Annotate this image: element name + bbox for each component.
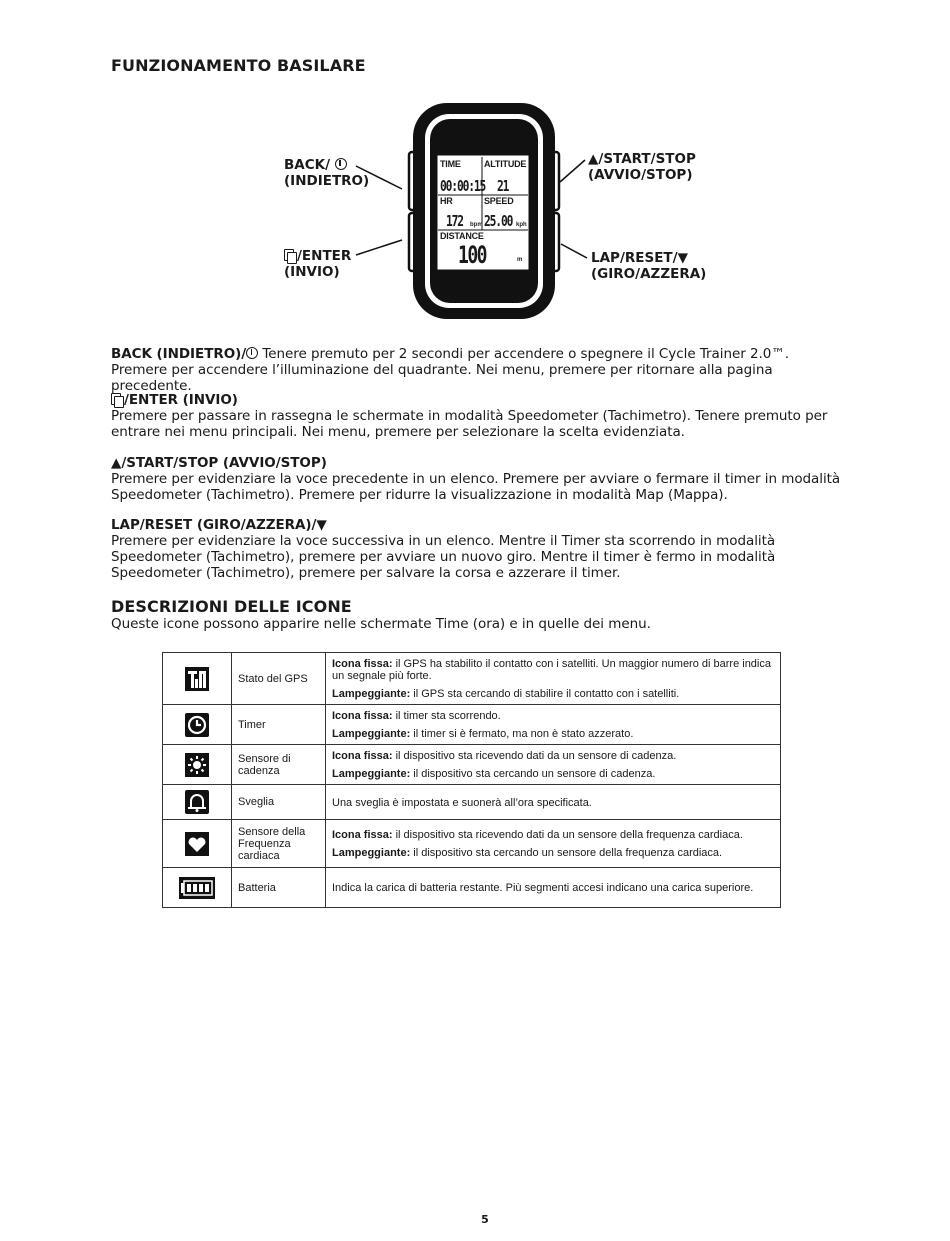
- blink-label: Lampeggiante:: [332, 847, 411, 859]
- paragraph-start-text: Premere per evidenziare la voce precedente in un elenco. Premere per avviare o fermare il timer in modalità Speedometer (Tachimetro). Premere per ridurre la visualizzazione in modalità Map (Mappa).: [111, 471, 841, 503]
- paragraph-start-title: ▲/START/STOP (AVVIO/STOP): [111, 455, 327, 471]
- paragraph-back-text: Tenere premuto per 2 secondi per accendere o spegnere il Cycle Trainer 2.0™. Premere per accendere l’illuminazione del quadrante. Nei menu, premere per ritornare alla pagina precedente.: [111, 346, 789, 394]
- screen-hr-value: 172: [446, 212, 463, 230]
- hr-steady-text: il dispositivo sta ricevendo dati da un sensore della frequenza cardiaca.: [392, 829, 743, 841]
- gps-status-name: Stato del GPS: [232, 653, 326, 705]
- icons-intro-text: Queste icone possono apparire nelle schermate Time (ora) e in quelle dei menu.: [111, 616, 651, 632]
- callout-start-label: ▲/START/STOP: [588, 151, 696, 167]
- paragraph-start-stop: [111, 455, 841, 503]
- callout-back: [284, 157, 369, 189]
- callout-back-sublabel: (INDIETRO): [284, 173, 370, 189]
- battery-name: Batteria: [232, 868, 326, 908]
- table-row: [163, 785, 781, 820]
- callout-enter: [284, 248, 351, 280]
- callout-start-stop: [588, 151, 696, 183]
- alarm-description: Una sveglia è impostata e suonerà all’ora specificata.: [326, 785, 781, 820]
- heart-icon: [185, 832, 209, 856]
- table-row: [163, 653, 781, 705]
- blink-label: Lampeggiante:: [332, 768, 411, 780]
- callout-lap-label: LAP/RESET/▼: [591, 250, 688, 266]
- screen-hr-label: HR: [440, 196, 453, 206]
- steady-label: Icona fissa:: [332, 658, 393, 670]
- paragraph-back-title: BACK (INDIETRO)/: [111, 346, 247, 362]
- gps-signal-icon: [185, 667, 209, 691]
- table-row: [163, 868, 781, 908]
- cadence-blink-text: il dispositivo sta cercando un sensore di cadenza.: [410, 768, 656, 780]
- cadence-steady-text: il dispositivo sta ricevendo dati da un sensore di cadenza.: [392, 750, 677, 762]
- screen-speed-label: SPEED: [484, 196, 514, 206]
- table-row: [163, 705, 781, 745]
- gps-steady-text: il GPS ha stabilito il contatto con i satelliti. Un maggior numero di barre indica un segnale più forte.: [332, 658, 771, 682]
- table-row: [163, 820, 781, 868]
- paragraph-enter-text: Premere per passare in rassegna le schermate in modalità Speedometer (Tachimetro). Tenere premuto per entrare nei menu principali. Nei menu, premere per selezionare la scelta evidenziata.: [111, 408, 828, 440]
- alarm-bell-icon: [185, 790, 209, 814]
- section-title-basic-operation: FUNZIONAMENTO BASILARE: [111, 56, 366, 75]
- paragraph-enter: [111, 392, 841, 440]
- timer-icon: [185, 713, 209, 737]
- callout-back-label: BACK/: [284, 157, 331, 173]
- screen-speed-value: 25.00: [484, 212, 513, 230]
- timer-blink-text: il timer si è fermato, ma non è stato azzerato.: [410, 728, 634, 740]
- timer-name: Timer: [232, 705, 326, 745]
- callout-enter-sublabel: (INVIO): [284, 264, 340, 280]
- screen-altitude-label: ALTITUDE: [484, 159, 527, 169]
- hr-blink-text: il dispositivo sta cercando un sensore della frequenza cardiaca.: [410, 847, 723, 859]
- blink-label: Lampeggiante:: [332, 728, 411, 740]
- power-icon: [335, 158, 347, 170]
- paragraph-lap-reset: [111, 517, 841, 581]
- gps-blink-text: il GPS sta cercando di stabilire il contatto con i satelliti.: [410, 688, 680, 700]
- screen-time-label: TIME: [440, 159, 461, 169]
- callout-start-sublabel: (AVVIO/STOP): [588, 167, 693, 183]
- steady-label: Icona fissa:: [332, 829, 393, 841]
- battery-description: Indica la carica di batteria restante. Più segmenti accesi indicano una carica superiore.: [326, 868, 781, 908]
- device-diagram: [280, 100, 710, 322]
- screen-hr-unit: bpm: [470, 222, 483, 228]
- pages-icon: [111, 393, 124, 406]
- paragraph-lap-text: Premere per evidenziare la voce successiva in un elenco. Mentre il Timer sta scorrendo in modalità Speedometer (Tachimetro), premere per avviare un nuovo giro. Mentre il timer è fermo in modalità Speedometer (Tachimetro), premere per salvare la corsa e azzerare il timer.: [111, 533, 776, 581]
- steady-label: Icona fissa:: [332, 750, 393, 762]
- heart-rate-sensor-name: Sensore della Frequenza cardiaca: [232, 820, 326, 868]
- cadence-sensor-name: Sensore di cadenza: [232, 745, 326, 785]
- screen-distance-label: DISTANCE: [440, 231, 484, 241]
- device-illustration: [280, 100, 710, 322]
- screen-altitude-value: 21: [497, 177, 509, 195]
- pages-icon: [284, 249, 297, 262]
- callout-lap-sublabel: (GIRO/AZZERA): [591, 266, 707, 282]
- screen-distance-value: 100: [458, 241, 487, 269]
- battery-icon: [179, 877, 215, 899]
- timer-steady-text: il timer sta scorrendo.: [392, 710, 501, 722]
- cadence-sensor-icon: [185, 753, 209, 777]
- screen-speed-unit: kph: [516, 222, 527, 228]
- screen-time-value: 00:00:15: [440, 177, 486, 195]
- blink-label: Lampeggiante:: [332, 688, 411, 700]
- callout-lap-reset: [591, 250, 706, 282]
- paragraph-lap-title: LAP/RESET (GIRO/AZZERA)/▼: [111, 517, 327, 533]
- paragraph-back: [111, 346, 841, 394]
- steady-label: Icona fissa:: [332, 710, 393, 722]
- page-number: 5: [481, 1213, 489, 1226]
- alarm-name: Sveglia: [232, 785, 326, 820]
- power-icon: [246, 347, 258, 359]
- icon-description-table: [162, 652, 781, 908]
- paragraph-enter-title: /ENTER (INVIO): [124, 392, 238, 408]
- section-title-icon-descriptions: DESCRIZIONI DELLE ICONE: [111, 597, 352, 616]
- table-row: [163, 745, 781, 785]
- callout-enter-label: /ENTER: [297, 248, 352, 264]
- screen-distance-unit: m: [517, 257, 523, 263]
